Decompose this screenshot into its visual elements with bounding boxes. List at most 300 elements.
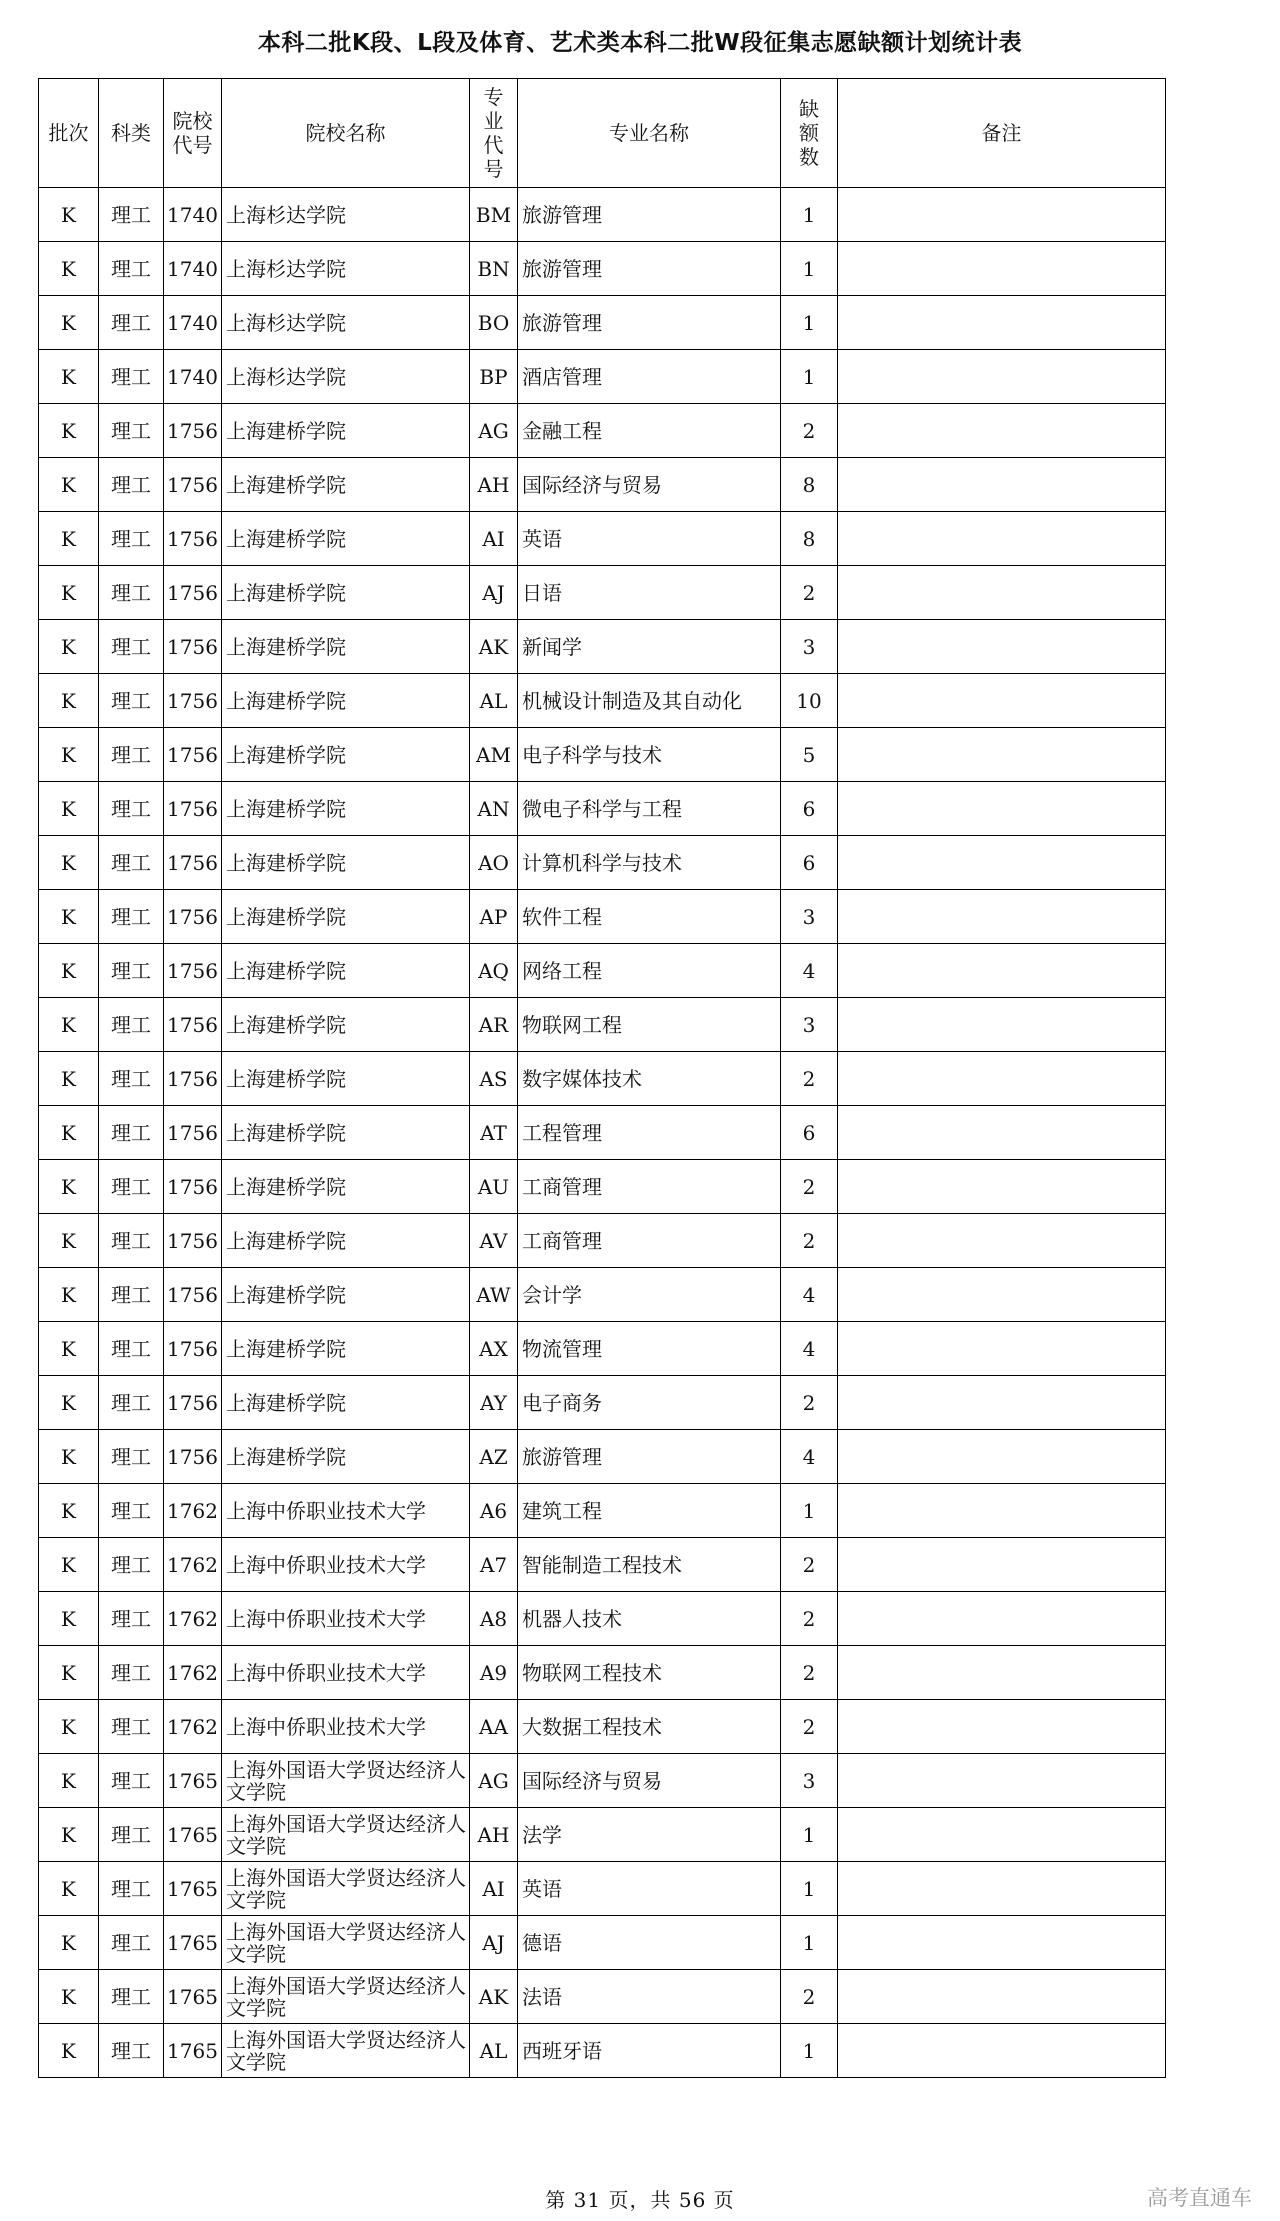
- table-row: [39, 1106, 1166, 1160]
- cell-major-code: AL: [470, 2024, 518, 2078]
- cell-category: 理工: [99, 404, 164, 458]
- cell-vacancies: 6: [781, 782, 838, 836]
- cell-school-name: 上海建桥学院: [222, 620, 470, 674]
- cell-vacancies: 2: [781, 404, 838, 458]
- cell-category: 理工: [99, 1322, 164, 1376]
- cell-category: 理工: [99, 890, 164, 944]
- table-row: [39, 728, 1166, 782]
- table-row: [39, 350, 1166, 404]
- cell-school-code: 1740: [164, 242, 222, 296]
- cell-school-code: 1756: [164, 566, 222, 620]
- cell-category: 理工: [99, 1862, 164, 1916]
- cell-school-name: 上海建桥学院: [222, 998, 470, 1052]
- cell-remarks: [838, 1538, 1166, 1592]
- cell-major-name: 微电子科学与工程: [518, 782, 781, 836]
- cell-category: 理工: [99, 782, 164, 836]
- cell-batch: K: [39, 782, 99, 836]
- cell-vacancies: 2: [781, 1052, 838, 1106]
- cell-school-code: 1740: [164, 350, 222, 404]
- cell-school-name: 上海外国语大学贤达经济人文学院: [222, 1862, 470, 1916]
- cell-school-code: 1756: [164, 728, 222, 782]
- cell-major-name: 西班牙语: [518, 2024, 781, 2078]
- cell-school-name: 上海中侨职业技术大学: [222, 1484, 470, 1538]
- cell-major-code: AT: [470, 1106, 518, 1160]
- cell-vacancies: 2: [781, 1160, 838, 1214]
- header-batch: 批次: [39, 79, 99, 188]
- cell-remarks: [838, 1160, 1166, 1214]
- cell-major-code: AZ: [470, 1430, 518, 1484]
- cell-remarks: [838, 1808, 1166, 1862]
- table-row: [39, 404, 1166, 458]
- cell-school-name: 上海中侨职业技术大学: [222, 1592, 470, 1646]
- cell-category: 理工: [99, 1052, 164, 1106]
- cell-category: 理工: [99, 2024, 164, 2078]
- cell-school-name: 上海建桥学院: [222, 1214, 470, 1268]
- cell-remarks: [838, 350, 1166, 404]
- cell-vacancies: 6: [781, 1106, 838, 1160]
- cell-category: 理工: [99, 1430, 164, 1484]
- cell-school-name: 上海建桥学院: [222, 674, 470, 728]
- cell-major-code: AA: [470, 1700, 518, 1754]
- cell-major-name: 旅游管理: [518, 296, 781, 350]
- cell-batch: K: [39, 566, 99, 620]
- cell-remarks: [838, 1754, 1166, 1808]
- cell-major-code: AX: [470, 1322, 518, 1376]
- cell-school-name: 上海建桥学院: [222, 890, 470, 944]
- cell-school-code: 1756: [164, 1322, 222, 1376]
- cell-major-code: A8: [470, 1592, 518, 1646]
- cell-school-code: 1765: [164, 1970, 222, 2024]
- cell-batch: K: [39, 1916, 99, 1970]
- cell-category: 理工: [99, 1538, 164, 1592]
- cell-major-name: 工商管理: [518, 1160, 781, 1214]
- cell-school-name: 上海外国语大学贤达经济人文学院: [222, 1970, 470, 2024]
- cell-school-name: 上海建桥学院: [222, 836, 470, 890]
- cell-remarks: [838, 296, 1166, 350]
- cell-major-name: 机械设计制造及其自动化: [518, 674, 781, 728]
- cell-major-name: 工商管理: [518, 1214, 781, 1268]
- cell-batch: K: [39, 296, 99, 350]
- cell-school-code: 1756: [164, 890, 222, 944]
- cell-major-name: 旅游管理: [518, 1430, 781, 1484]
- cell-major-name: 物联网工程技术: [518, 1646, 781, 1700]
- cell-batch: K: [39, 620, 99, 674]
- cell-remarks: [838, 998, 1166, 1052]
- cell-major-name: 会计学: [518, 1268, 781, 1322]
- cell-batch: K: [39, 1268, 99, 1322]
- cell-batch: K: [39, 944, 99, 998]
- cell-batch: K: [39, 512, 99, 566]
- cell-school-code: 1762: [164, 1538, 222, 1592]
- cell-school-name: 上海杉达学院: [222, 350, 470, 404]
- table-row: [39, 620, 1166, 674]
- cell-batch: K: [39, 836, 99, 890]
- cell-batch: K: [39, 1754, 99, 1808]
- cell-major-name: 金融工程: [518, 404, 781, 458]
- cell-batch: K: [39, 674, 99, 728]
- cell-major-name: 智能制造工程技术: [518, 1538, 781, 1592]
- cell-vacancies: 1: [781, 350, 838, 404]
- cell-remarks: [838, 728, 1166, 782]
- cell-major-name: 酒店管理: [518, 350, 781, 404]
- cell-school-code: 1756: [164, 404, 222, 458]
- page-title: 本科二批K段、L段及体育、艺术类本科二批W段征集志愿缺额计划统计表: [257, 30, 1023, 56]
- table-row: [39, 1970, 1166, 2024]
- cell-major-code: AM: [470, 728, 518, 782]
- cell-school-name: 上海建桥学院: [222, 566, 470, 620]
- cell-batch: K: [39, 1214, 99, 1268]
- cell-school-name: 上海建桥学院: [222, 1160, 470, 1214]
- table-row: [39, 1808, 1166, 1862]
- cell-school-code: 1765: [164, 1916, 222, 1970]
- table-row: [39, 1538, 1166, 1592]
- table-row: [39, 1430, 1166, 1484]
- cell-category: 理工: [99, 1592, 164, 1646]
- cell-remarks: [838, 566, 1166, 620]
- cell-vacancies: 1: [781, 1862, 838, 1916]
- header-vacancies: 缺额数: [781, 79, 838, 188]
- cell-school-code: 1756: [164, 1106, 222, 1160]
- cell-major-code: AG: [470, 404, 518, 458]
- cell-school-name: 上海建桥学院: [222, 782, 470, 836]
- cell-batch: K: [39, 188, 99, 242]
- cell-school-code: 1740: [164, 296, 222, 350]
- cell-vacancies: 3: [781, 620, 838, 674]
- cell-category: 理工: [99, 836, 164, 890]
- cell-major-name: 计算机科学与技术: [518, 836, 781, 890]
- cell-batch: K: [39, 1808, 99, 1862]
- cell-vacancies: 6: [781, 836, 838, 890]
- cell-major-name: 国际经济与贸易: [518, 458, 781, 512]
- cell-remarks: [838, 1484, 1166, 1538]
- cell-remarks: [838, 512, 1166, 566]
- cell-vacancies: 8: [781, 512, 838, 566]
- cell-school-name: 上海建桥学院: [222, 1052, 470, 1106]
- cell-vacancies: 1: [781, 2024, 838, 2078]
- cell-batch: K: [39, 1430, 99, 1484]
- cell-remarks: [838, 1052, 1166, 1106]
- table-row: [39, 1160, 1166, 1214]
- cell-major-name: 数字媒体技术: [518, 1052, 781, 1106]
- cell-school-code: 1762: [164, 1646, 222, 1700]
- header-school-name: 院校名称: [222, 79, 470, 188]
- cell-major-code: AP: [470, 890, 518, 944]
- cell-remarks: [838, 1214, 1166, 1268]
- cell-batch: K: [39, 458, 99, 512]
- cell-major-name: 旅游管理: [518, 242, 781, 296]
- cell-school-code: 1756: [164, 998, 222, 1052]
- cell-category: 理工: [99, 1970, 164, 2024]
- cell-batch: K: [39, 1160, 99, 1214]
- table-row: [39, 1268, 1166, 1322]
- cell-major-code: AK: [470, 620, 518, 674]
- cell-school-code: 1756: [164, 944, 222, 998]
- cell-category: 理工: [99, 566, 164, 620]
- cell-remarks: [838, 1970, 1166, 2024]
- table-row: [39, 998, 1166, 1052]
- table-row: [39, 1916, 1166, 1970]
- cell-major-code: BP: [470, 350, 518, 404]
- table-body: [39, 188, 1166, 2078]
- cell-major-name: 旅游管理: [518, 188, 781, 242]
- cell-major-code: AJ: [470, 1916, 518, 1970]
- cell-major-name: 工程管理: [518, 1106, 781, 1160]
- cell-category: 理工: [99, 620, 164, 674]
- cell-school-name: 上海建桥学院: [222, 1376, 470, 1430]
- cell-category: 理工: [99, 458, 164, 512]
- cell-batch: K: [39, 1322, 99, 1376]
- cell-category: 理工: [99, 728, 164, 782]
- cell-school-code: 1765: [164, 1808, 222, 1862]
- cell-major-name: 建筑工程: [518, 1484, 781, 1538]
- cell-major-name: 大数据工程技术: [518, 1700, 781, 1754]
- cell-school-code: 1756: [164, 1268, 222, 1322]
- cell-school-code: 1756: [164, 1052, 222, 1106]
- cell-batch: K: [39, 1052, 99, 1106]
- cell-category: 理工: [99, 944, 164, 998]
- cell-major-name: 英语: [518, 1862, 781, 1916]
- cell-remarks: [838, 1430, 1166, 1484]
- cell-major-code: BM: [470, 188, 518, 242]
- cell-batch: K: [39, 998, 99, 1052]
- cell-major-name: 网络工程: [518, 944, 781, 998]
- cell-major-code: AI: [470, 512, 518, 566]
- page-number: 第 31 页，共 56 页: [545, 2188, 735, 2212]
- cell-category: 理工: [99, 242, 164, 296]
- cell-vacancies: 4: [781, 1430, 838, 1484]
- cell-category: 理工: [99, 1160, 164, 1214]
- cell-school-code: 1756: [164, 836, 222, 890]
- cell-batch: K: [39, 1376, 99, 1430]
- cell-major-code: BO: [470, 296, 518, 350]
- cell-vacancies: 3: [781, 998, 838, 1052]
- cell-remarks: [838, 1376, 1166, 1430]
- cell-major-code: AK: [470, 1970, 518, 2024]
- cell-remarks: [838, 782, 1166, 836]
- cell-vacancies: 2: [781, 1646, 838, 1700]
- cell-remarks: [838, 944, 1166, 998]
- cell-major-code: AO: [470, 836, 518, 890]
- cell-category: 理工: [99, 1106, 164, 1160]
- cell-school-name: 上海杉达学院: [222, 296, 470, 350]
- cell-remarks: [838, 188, 1166, 242]
- cell-remarks: [838, 620, 1166, 674]
- cell-major-name: 物联网工程: [518, 998, 781, 1052]
- cell-school-code: 1756: [164, 1160, 222, 1214]
- cell-category: 理工: [99, 512, 164, 566]
- cell-school-name: 上海建桥学院: [222, 1430, 470, 1484]
- cell-major-code: AV: [470, 1214, 518, 1268]
- cell-category: 理工: [99, 1484, 164, 1538]
- cell-remarks: [838, 242, 1166, 296]
- cell-batch: K: [39, 350, 99, 404]
- cell-remarks: [838, 1592, 1166, 1646]
- cell-school-code: 1756: [164, 512, 222, 566]
- cell-category: 理工: [99, 1754, 164, 1808]
- table-row: [39, 2024, 1166, 2078]
- cell-school-name: 上海建桥学院: [222, 1106, 470, 1160]
- cell-school-name: 上海建桥学院: [222, 944, 470, 998]
- cell-major-name: 电子商务: [518, 1376, 781, 1430]
- cell-vacancies: 2: [781, 1214, 838, 1268]
- cell-school-name: 上海建桥学院: [222, 458, 470, 512]
- cell-vacancies: 4: [781, 1268, 838, 1322]
- cell-major-name: 电子科学与技术: [518, 728, 781, 782]
- table-row: [39, 458, 1166, 512]
- cell-major-code: AW: [470, 1268, 518, 1322]
- table-row: [39, 1700, 1166, 1754]
- cell-remarks: [838, 674, 1166, 728]
- table-row: [39, 566, 1166, 620]
- cell-major-name: 法语: [518, 1970, 781, 2024]
- cell-batch: K: [39, 1970, 99, 2024]
- cell-school-code: 1765: [164, 2024, 222, 2078]
- table-row: [39, 1322, 1166, 1376]
- cell-school-code: 1762: [164, 1592, 222, 1646]
- cell-remarks: [838, 1916, 1166, 1970]
- cell-vacancies: 2: [781, 566, 838, 620]
- cell-major-name: 新闻学: [518, 620, 781, 674]
- cell-school-code: 1762: [164, 1484, 222, 1538]
- cell-major-code: AS: [470, 1052, 518, 1106]
- cell-school-name: 上海中侨职业技术大学: [222, 1646, 470, 1700]
- cell-major-name: 物流管理: [518, 1322, 781, 1376]
- cell-batch: K: [39, 1484, 99, 1538]
- cell-category: 理工: [99, 350, 164, 404]
- cell-major-name: 德语: [518, 1916, 781, 1970]
- cell-school-name: 上海杉达学院: [222, 188, 470, 242]
- table-header-row: [39, 79, 1166, 188]
- cell-major-code: AJ: [470, 566, 518, 620]
- cell-vacancies: 1: [781, 296, 838, 350]
- cell-vacancies: 5: [781, 728, 838, 782]
- cell-category: 理工: [99, 1268, 164, 1322]
- cell-vacancies: 1: [781, 1484, 838, 1538]
- cell-remarks: [838, 458, 1166, 512]
- cell-major-name: 软件工程: [518, 890, 781, 944]
- cell-remarks: [838, 1700, 1166, 1754]
- cell-school-code: 1756: [164, 458, 222, 512]
- cell-category: 理工: [99, 998, 164, 1052]
- cell-school-code: 1762: [164, 1700, 222, 1754]
- cell-category: 理工: [99, 188, 164, 242]
- cell-major-code: AG: [470, 1754, 518, 1808]
- cell-school-name: 上海中侨职业技术大学: [222, 1700, 470, 1754]
- cell-vacancies: 2: [781, 1592, 838, 1646]
- cell-major-code: AU: [470, 1160, 518, 1214]
- cell-vacancies: 2: [781, 1700, 838, 1754]
- cell-school-code: 1756: [164, 782, 222, 836]
- cell-vacancies: 4: [781, 944, 838, 998]
- cell-school-code: 1756: [164, 1214, 222, 1268]
- watermark: 高考直通车: [1147, 2186, 1252, 2210]
- table-row: [39, 1862, 1166, 1916]
- table-row: [39, 188, 1166, 242]
- cell-remarks: [838, 1268, 1166, 1322]
- table-row: [39, 836, 1166, 890]
- header-remarks: 备注: [838, 79, 1166, 188]
- cell-remarks: [838, 404, 1166, 458]
- cell-category: 理工: [99, 1700, 164, 1754]
- cell-category: 理工: [99, 674, 164, 728]
- cell-batch: K: [39, 1592, 99, 1646]
- cell-batch: K: [39, 1646, 99, 1700]
- cell-major-code: A7: [470, 1538, 518, 1592]
- cell-vacancies: 2: [781, 1538, 838, 1592]
- cell-remarks: [838, 1646, 1166, 1700]
- cell-school-name: 上海建桥学院: [222, 1268, 470, 1322]
- cell-major-name: 法学: [518, 1808, 781, 1862]
- cell-vacancies: 1: [781, 188, 838, 242]
- cell-batch: K: [39, 890, 99, 944]
- header-category: 科类: [99, 79, 164, 188]
- table-row: [39, 1214, 1166, 1268]
- table-row: [39, 674, 1166, 728]
- cell-school-name: 上海中侨职业技术大学: [222, 1538, 470, 1592]
- cell-category: 理工: [99, 1808, 164, 1862]
- cell-vacancies: 3: [781, 1754, 838, 1808]
- cell-vacancies: 8: [781, 458, 838, 512]
- cell-major-name: 日语: [518, 566, 781, 620]
- cell-remarks: [838, 1862, 1166, 1916]
- cell-school-code: 1756: [164, 674, 222, 728]
- cell-batch: K: [39, 1700, 99, 1754]
- cell-school-name: 上海外国语大学贤达经济人文学院: [222, 1754, 470, 1808]
- table-row: [39, 944, 1166, 998]
- table-row: [39, 1052, 1166, 1106]
- cell-vacancies: 10: [781, 674, 838, 728]
- cell-school-code: 1756: [164, 620, 222, 674]
- cell-batch: K: [39, 1538, 99, 1592]
- cell-category: 理工: [99, 1214, 164, 1268]
- cell-vacancies: 2: [781, 1376, 838, 1430]
- table-row: [39, 782, 1166, 836]
- cell-category: 理工: [99, 1376, 164, 1430]
- cell-major-name: 国际经济与贸易: [518, 1754, 781, 1808]
- cell-major-code: A9: [470, 1646, 518, 1700]
- cell-school-code: 1756: [164, 1430, 222, 1484]
- header-school-code: 院校代号: [164, 79, 222, 188]
- cell-major-code: AI: [470, 1862, 518, 1916]
- cell-remarks: [838, 2024, 1166, 2078]
- cell-school-code: 1765: [164, 1862, 222, 1916]
- cell-school-name: 上海外国语大学贤达经济人文学院: [222, 1916, 470, 1970]
- cell-vacancies: 4: [781, 1322, 838, 1376]
- cell-school-code: 1756: [164, 1376, 222, 1430]
- cell-school-code: 1740: [164, 188, 222, 242]
- cell-batch: K: [39, 404, 99, 458]
- cell-school-code: 1765: [164, 1754, 222, 1808]
- table-row: [39, 296, 1166, 350]
- table-row: [39, 1646, 1166, 1700]
- cell-vacancies: 1: [781, 1808, 838, 1862]
- cell-major-code: AQ: [470, 944, 518, 998]
- cell-category: 理工: [99, 296, 164, 350]
- cell-remarks: [838, 1322, 1166, 1376]
- cell-school-name: 上海建桥学院: [222, 728, 470, 782]
- cell-major-code: AR: [470, 998, 518, 1052]
- cell-batch: K: [39, 242, 99, 296]
- cell-vacancies: 2: [781, 1970, 838, 2024]
- header-major-name: 专业名称: [518, 79, 781, 188]
- cell-batch: K: [39, 2024, 99, 2078]
- cell-batch: K: [39, 728, 99, 782]
- cell-school-name: 上海外国语大学贤达经济人文学院: [222, 1808, 470, 1862]
- table-row: [39, 512, 1166, 566]
- cell-remarks: [838, 1106, 1166, 1160]
- table-row: [39, 242, 1166, 296]
- cell-major-code: A6: [470, 1484, 518, 1538]
